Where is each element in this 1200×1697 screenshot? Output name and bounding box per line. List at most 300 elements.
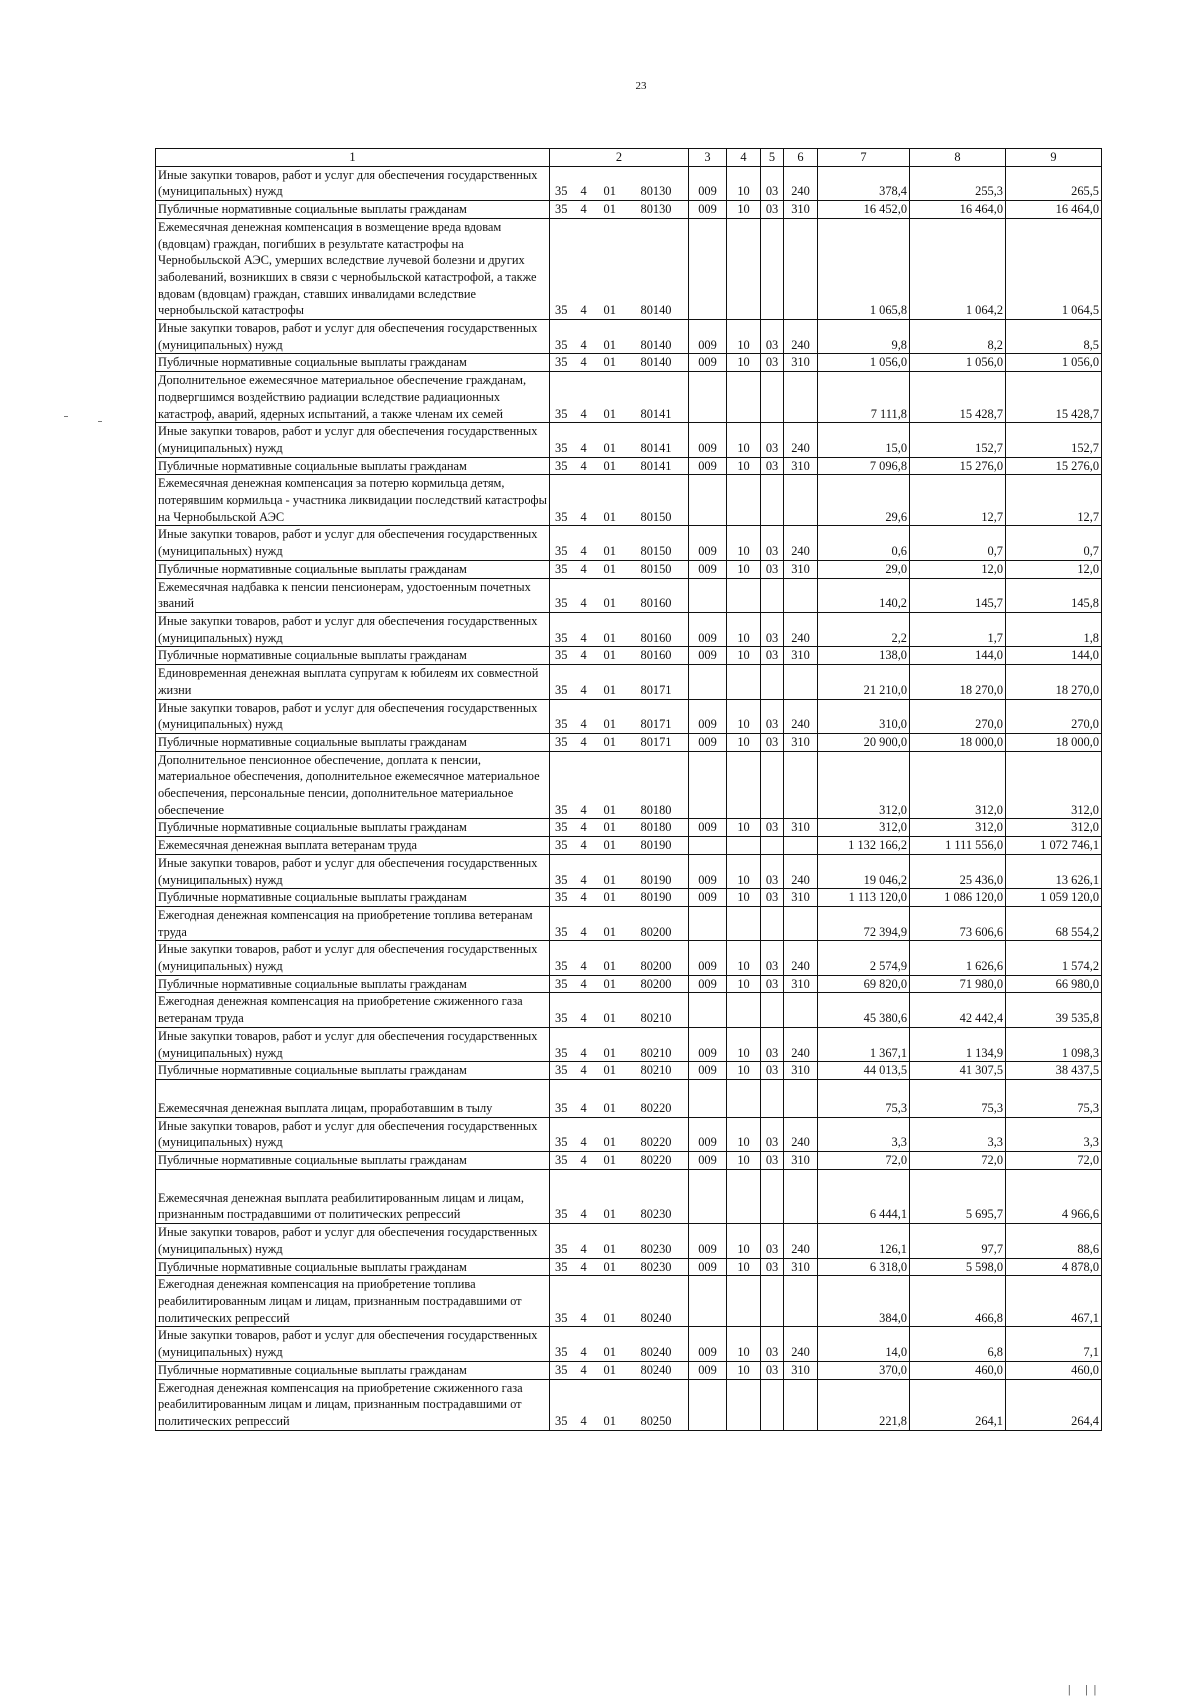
table-row xyxy=(156,889,1102,907)
row-name: Публичные нормативные социальные выплаты гражданам xyxy=(156,975,550,993)
code-part-3: 01 xyxy=(603,1152,640,1170)
col-4 xyxy=(727,1079,761,1117)
code-part-3: 01 xyxy=(603,423,640,457)
col-3: 009 xyxy=(689,1224,727,1258)
value-col-9: 4 966,6 xyxy=(1006,1169,1102,1223)
table-header xyxy=(156,149,1102,167)
value-col-8: 1 056,0 xyxy=(910,354,1006,372)
code-part-1: 35 xyxy=(550,1117,580,1151)
value-col-9: 13 626,1 xyxy=(1006,854,1102,888)
value-col-9: 88,6 xyxy=(1006,1224,1102,1258)
row-name: Публичные нормативные социальные выплаты гражданам xyxy=(156,733,550,751)
table-row xyxy=(156,1361,1102,1379)
code-part-2: 4 xyxy=(580,837,603,855)
col-4 xyxy=(727,993,761,1027)
col-4: 10 xyxy=(727,699,761,733)
code-part-2: 4 xyxy=(580,941,603,975)
col-5: 03 xyxy=(761,612,784,646)
value-col-7: 310,0 xyxy=(818,699,910,733)
code-part-1: 35 xyxy=(550,354,580,372)
value-col-9: 1 072 746,1 xyxy=(1006,837,1102,855)
value-col-9: 7,1 xyxy=(1006,1327,1102,1361)
code-part-2: 4 xyxy=(580,975,603,993)
code-part-2: 4 xyxy=(580,1062,603,1080)
col-4: 10 xyxy=(727,854,761,888)
code-part-2: 4 xyxy=(580,665,603,699)
code-part-4: 80150 xyxy=(640,475,689,526)
col-6: 240 xyxy=(784,1327,818,1361)
col-4: 10 xyxy=(727,819,761,837)
table-row xyxy=(156,1169,1102,1223)
code-part-3: 01 xyxy=(603,201,640,219)
code-part-1: 35 xyxy=(550,218,580,319)
col-6 xyxy=(784,665,818,699)
table-row xyxy=(156,906,1102,940)
table-row xyxy=(156,218,1102,319)
code-part-4: 80240 xyxy=(640,1276,689,1327)
value-col-9: 15 428,7 xyxy=(1006,372,1102,423)
value-col-7: 0,6 xyxy=(818,526,910,560)
value-col-7: 1 065,8 xyxy=(818,218,910,319)
code-part-4: 80200 xyxy=(640,906,689,940)
code-part-1: 35 xyxy=(550,201,580,219)
value-col-9: 8,5 xyxy=(1006,320,1102,354)
col-5: 03 xyxy=(761,201,784,219)
row-name: Иные закупки товаров, работ и услуг для обеспечения государственных (муниципальных) нужд xyxy=(156,1117,550,1151)
table-row xyxy=(156,1258,1102,1276)
code-part-1: 35 xyxy=(550,906,580,940)
row-name: Иные закупки товаров, работ и услуг для обеспечения государственных (муниципальных) нужд xyxy=(156,941,550,975)
code-part-1: 35 xyxy=(550,647,580,665)
code-part-3: 01 xyxy=(603,941,640,975)
code-part-3: 01 xyxy=(603,320,640,354)
value-col-8: 3,3 xyxy=(910,1117,1006,1151)
value-col-8: 1 064,2 xyxy=(910,218,1006,319)
col-4 xyxy=(727,1379,761,1430)
value-col-9: 145,8 xyxy=(1006,578,1102,612)
col-5: 03 xyxy=(761,560,784,578)
margin-dot xyxy=(64,416,68,417)
value-col-8: 1 134,9 xyxy=(910,1027,1006,1061)
col-3: 009 xyxy=(689,1361,727,1379)
row-name: Иные закупки товаров, работ и услуг для обеспечения государственных (муниципальных) нужд xyxy=(156,699,550,733)
col-4: 10 xyxy=(727,1258,761,1276)
code-part-2: 4 xyxy=(580,166,603,200)
header-cell: 2 xyxy=(550,149,689,167)
code-part-4: 80210 xyxy=(640,993,689,1027)
col-6 xyxy=(784,993,818,1027)
code-part-1: 35 xyxy=(550,1169,580,1223)
code-part-3: 01 xyxy=(603,1327,640,1361)
value-col-8: 73 606,6 xyxy=(910,906,1006,940)
code-part-3: 01 xyxy=(603,1079,640,1117)
code-part-3: 01 xyxy=(603,1027,640,1061)
code-part-4: 80250 xyxy=(640,1379,689,1430)
col-4 xyxy=(727,906,761,940)
value-col-7: 14,0 xyxy=(818,1327,910,1361)
col-6: 240 xyxy=(784,854,818,888)
col-6 xyxy=(784,751,818,819)
col-5: 03 xyxy=(761,1062,784,1080)
col-6: 310 xyxy=(784,201,818,219)
value-col-8: 1 111 556,0 xyxy=(910,837,1006,855)
code-part-1: 35 xyxy=(550,854,580,888)
code-part-1: 35 xyxy=(550,1152,580,1170)
value-col-9: 1 056,0 xyxy=(1006,354,1102,372)
table-row xyxy=(156,526,1102,560)
value-col-8: 75,3 xyxy=(910,1079,1006,1117)
code-part-2: 4 xyxy=(580,475,603,526)
table-row xyxy=(156,423,1102,457)
col-3: 009 xyxy=(689,201,727,219)
code-part-1: 35 xyxy=(550,1258,580,1276)
code-part-3: 01 xyxy=(603,578,640,612)
row-name: Иные закупки товаров, работ и услуг для обеспечения государственных (муниципальных) нужд xyxy=(156,526,550,560)
value-col-7: 69 820,0 xyxy=(818,975,910,993)
value-col-8: 255,3 xyxy=(910,166,1006,200)
value-col-9: 68 554,2 xyxy=(1006,906,1102,940)
value-col-9: 265,5 xyxy=(1006,166,1102,200)
col-4: 10 xyxy=(727,354,761,372)
value-col-8: 97,7 xyxy=(910,1224,1006,1258)
col-4: 10 xyxy=(727,889,761,907)
code-part-4: 80200 xyxy=(640,975,689,993)
code-part-4: 80230 xyxy=(640,1169,689,1223)
col-4: 10 xyxy=(727,166,761,200)
table-row xyxy=(156,993,1102,1027)
col-4 xyxy=(727,1276,761,1327)
code-part-1: 35 xyxy=(550,423,580,457)
row-name: Публичные нормативные социальные выплаты гражданам xyxy=(156,1361,550,1379)
col-5 xyxy=(761,1276,784,1327)
col-6: 310 xyxy=(784,647,818,665)
table-row xyxy=(156,941,1102,975)
table-row xyxy=(156,975,1102,993)
value-col-7: 370,0 xyxy=(818,1361,910,1379)
row-name: Публичные нормативные социальные выплаты гражданам xyxy=(156,647,550,665)
table-row xyxy=(156,1152,1102,1170)
col-3: 009 xyxy=(689,1258,727,1276)
value-col-9: 66 980,0 xyxy=(1006,975,1102,993)
code-part-1: 35 xyxy=(550,475,580,526)
value-col-9: 460,0 xyxy=(1006,1361,1102,1379)
table-row xyxy=(156,1027,1102,1061)
col-6: 240 xyxy=(784,941,818,975)
col-3: 009 xyxy=(689,1027,727,1061)
value-col-7: 6 444,1 xyxy=(818,1169,910,1223)
col-3: 009 xyxy=(689,941,727,975)
col-4 xyxy=(727,1169,761,1223)
code-part-3: 01 xyxy=(603,906,640,940)
code-part-2: 4 xyxy=(580,1224,603,1258)
code-part-2: 4 xyxy=(580,906,603,940)
table-row xyxy=(156,201,1102,219)
value-col-8: 0,7 xyxy=(910,526,1006,560)
code-part-1: 35 xyxy=(550,993,580,1027)
code-part-2: 4 xyxy=(580,526,603,560)
value-col-7: 16 452,0 xyxy=(818,201,910,219)
code-part-1: 35 xyxy=(550,457,580,475)
table-row xyxy=(156,475,1102,526)
col-5: 03 xyxy=(761,320,784,354)
value-col-9: 4 878,0 xyxy=(1006,1258,1102,1276)
code-part-4: 80220 xyxy=(640,1117,689,1151)
value-col-7: 72 394,9 xyxy=(818,906,910,940)
row-name: Ежемесячная денежная выплата реабилитированным лицам и лицам, признанным пострадавшими от политических репрессий xyxy=(156,1169,550,1223)
col-6: 310 xyxy=(784,975,818,993)
row-name: Ежегодная денежная компенсация на приобретение топлива ветеранам труда xyxy=(156,906,550,940)
code-part-4: 80190 xyxy=(640,837,689,855)
row-name: Иные закупки товаров, работ и услуг для обеспечения государственных (муниципальных) нужд xyxy=(156,1327,550,1361)
table-row xyxy=(156,1379,1102,1430)
col-5 xyxy=(761,372,784,423)
value-col-8: 16 464,0 xyxy=(910,201,1006,219)
value-col-9: 12,7 xyxy=(1006,475,1102,526)
col-5: 03 xyxy=(761,457,784,475)
col-6: 240 xyxy=(784,320,818,354)
code-part-1: 35 xyxy=(550,665,580,699)
value-col-8: 145,7 xyxy=(910,578,1006,612)
col-5 xyxy=(761,578,784,612)
table-row xyxy=(156,354,1102,372)
code-part-3: 01 xyxy=(603,975,640,993)
code-part-4: 80140 xyxy=(640,354,689,372)
row-name: Публичные нормативные социальные выплаты гражданам xyxy=(156,889,550,907)
code-part-1: 35 xyxy=(550,526,580,560)
header-cell: 8 xyxy=(910,149,1006,167)
code-part-2: 4 xyxy=(580,578,603,612)
value-col-8: 264,1 xyxy=(910,1379,1006,1430)
code-part-4: 80190 xyxy=(640,889,689,907)
code-part-4: 80160 xyxy=(640,578,689,612)
value-col-7: 312,0 xyxy=(818,819,910,837)
code-part-4: 80190 xyxy=(640,854,689,888)
header-cell: 9 xyxy=(1006,149,1102,167)
col-4: 10 xyxy=(727,201,761,219)
row-name: Иные закупки товаров, работ и услуг для обеспечения государственных (муниципальных) нужд xyxy=(156,1224,550,1258)
code-part-2: 4 xyxy=(580,201,603,219)
row-name: Публичные нормативные социальные выплаты гражданам xyxy=(156,1258,550,1276)
row-name: Ежемесячная денежная компенсация в возмещение вреда вдовам (вдовцам) граждан, погибших в результате катастрофы на Чернобыльской АЭС, умерших вследствие лучевой болезни и других заболеваний, возникших в связи с чернобыльской катастрофой, а также вдовам (вдовцам) граждан, ставших инвалидами вследствие чернобыльской катастрофы xyxy=(156,218,550,319)
col-5: 03 xyxy=(761,166,784,200)
table-row xyxy=(156,560,1102,578)
value-col-7: 20 900,0 xyxy=(818,733,910,751)
col-6: 310 xyxy=(784,889,818,907)
col-4: 10 xyxy=(727,1152,761,1170)
col-3: 009 xyxy=(689,1327,727,1361)
col-6: 240 xyxy=(784,1224,818,1258)
col-6 xyxy=(784,1079,818,1117)
col-3 xyxy=(689,372,727,423)
value-col-7: 384,0 xyxy=(818,1276,910,1327)
code-part-3: 01 xyxy=(603,1062,640,1080)
col-3 xyxy=(689,751,727,819)
code-part-4: 80180 xyxy=(640,751,689,819)
row-name: Публичные нормативные социальные выплаты гражданам xyxy=(156,1152,550,1170)
col-6: 310 xyxy=(784,819,818,837)
col-3: 009 xyxy=(689,854,727,888)
col-4: 10 xyxy=(727,975,761,993)
code-part-4: 80240 xyxy=(640,1361,689,1379)
code-part-1: 35 xyxy=(550,320,580,354)
value-col-7: 1 056,0 xyxy=(818,354,910,372)
code-part-3: 01 xyxy=(603,560,640,578)
code-part-2: 4 xyxy=(580,218,603,319)
value-col-8: 18 000,0 xyxy=(910,733,1006,751)
col-6: 310 xyxy=(784,1361,818,1379)
code-part-2: 4 xyxy=(580,889,603,907)
value-col-8: 42 442,4 xyxy=(910,993,1006,1027)
value-col-8: 72,0 xyxy=(910,1152,1006,1170)
code-part-3: 01 xyxy=(603,354,640,372)
code-part-1: 35 xyxy=(550,837,580,855)
value-col-7: 7 096,8 xyxy=(818,457,910,475)
col-5 xyxy=(761,1079,784,1117)
code-part-2: 4 xyxy=(580,423,603,457)
value-col-7: 126,1 xyxy=(818,1224,910,1258)
col-4: 10 xyxy=(727,526,761,560)
row-name: Ежегодная денежная компенсация на приобретение топлива реабилитированным лицам и лицам, признанным пострадавшими от политических репрессий xyxy=(156,1276,550,1327)
row-name: Ежегодная денежная компенсация на приобретение сжиженного газа реабилитированным лицам и лицам, признанным пострадавшими от политических репрессий xyxy=(156,1379,550,1430)
col-6: 310 xyxy=(784,1258,818,1276)
col-5: 03 xyxy=(761,423,784,457)
col-6: 310 xyxy=(784,457,818,475)
col-6: 310 xyxy=(784,354,818,372)
table-row xyxy=(156,1327,1102,1361)
code-part-4: 80140 xyxy=(640,218,689,319)
col-4: 10 xyxy=(727,457,761,475)
value-col-7: 75,3 xyxy=(818,1079,910,1117)
header-cell: 6 xyxy=(784,149,818,167)
col-5 xyxy=(761,993,784,1027)
col-3: 009 xyxy=(689,612,727,646)
value-col-8: 5 695,7 xyxy=(910,1169,1006,1223)
value-col-9: 12,0 xyxy=(1006,560,1102,578)
col-6 xyxy=(784,578,818,612)
code-part-3: 01 xyxy=(603,1224,640,1258)
value-col-9: 270,0 xyxy=(1006,699,1102,733)
code-part-2: 4 xyxy=(580,733,603,751)
code-part-1: 35 xyxy=(550,975,580,993)
row-name: Иные закупки товаров, работ и услуг для обеспечения государственных (муниципальных) нужд xyxy=(156,166,550,200)
code-part-4: 80230 xyxy=(640,1258,689,1276)
col-6: 310 xyxy=(784,560,818,578)
col-3: 009 xyxy=(689,819,727,837)
col-5: 03 xyxy=(761,941,784,975)
col-5 xyxy=(761,1169,784,1223)
code-part-2: 4 xyxy=(580,993,603,1027)
row-name: Ежемесячная денежная компенсация за потерю кормильца детям, потерявшим кормильца - участника ликвидации последствий катастрофы на Чернобыльской АЭС xyxy=(156,475,550,526)
col-5: 03 xyxy=(761,699,784,733)
value-col-7: 15,0 xyxy=(818,423,910,457)
value-col-9: 467,1 xyxy=(1006,1276,1102,1327)
col-3: 009 xyxy=(689,320,727,354)
col-3 xyxy=(689,906,727,940)
col-5: 03 xyxy=(761,1117,784,1151)
code-part-3: 01 xyxy=(603,993,640,1027)
code-part-4: 80130 xyxy=(640,201,689,219)
code-part-3: 01 xyxy=(603,612,640,646)
code-part-1: 35 xyxy=(550,1079,580,1117)
margin-mark: | || xyxy=(1068,1682,1103,1696)
value-col-9: 75,3 xyxy=(1006,1079,1102,1117)
table-row xyxy=(156,819,1102,837)
col-3: 009 xyxy=(689,560,727,578)
code-part-1: 35 xyxy=(550,889,580,907)
col-3: 009 xyxy=(689,1117,727,1151)
code-part-4: 80230 xyxy=(640,1224,689,1258)
code-part-2: 4 xyxy=(580,1361,603,1379)
col-4 xyxy=(727,475,761,526)
value-col-7: 29,6 xyxy=(818,475,910,526)
row-name: Единовременная денежная выплата супругам к юбилеям их совместной жизни xyxy=(156,665,550,699)
col-3: 009 xyxy=(689,423,727,457)
value-col-9: 152,7 xyxy=(1006,423,1102,457)
code-part-4: 80171 xyxy=(640,699,689,733)
row-name: Иные закупки товаров, работ и услуг для обеспечения государственных (муниципальных) нужд xyxy=(156,320,550,354)
col-3: 009 xyxy=(689,1152,727,1170)
value-col-7: 1 367,1 xyxy=(818,1027,910,1061)
col-4 xyxy=(727,665,761,699)
code-part-4: 80240 xyxy=(640,1327,689,1361)
code-part-1: 35 xyxy=(550,612,580,646)
value-col-7: 9,8 xyxy=(818,320,910,354)
col-5: 03 xyxy=(761,1152,784,1170)
row-name: Публичные нормативные социальные выплаты гражданам xyxy=(156,560,550,578)
code-part-3: 01 xyxy=(603,1276,640,1327)
code-part-3: 01 xyxy=(603,218,640,319)
code-part-1: 35 xyxy=(550,578,580,612)
row-name: Публичные нормативные социальные выплаты гражданам xyxy=(156,201,550,219)
code-part-3: 01 xyxy=(603,372,640,423)
table-row xyxy=(156,1062,1102,1080)
col-4 xyxy=(727,751,761,819)
code-part-3: 01 xyxy=(603,526,640,560)
table-row xyxy=(156,1224,1102,1258)
col-6: 240 xyxy=(784,423,818,457)
value-col-7: 44 013,5 xyxy=(818,1062,910,1080)
value-col-7: 1 132 166,2 xyxy=(818,837,910,855)
col-5: 03 xyxy=(761,975,784,993)
col-3: 009 xyxy=(689,699,727,733)
col-5: 03 xyxy=(761,1258,784,1276)
value-col-9: 144,0 xyxy=(1006,647,1102,665)
value-col-8: 1,7 xyxy=(910,612,1006,646)
code-part-4: 80171 xyxy=(640,733,689,751)
code-part-4: 80160 xyxy=(640,612,689,646)
margin-dot xyxy=(98,421,102,422)
row-name: Ежемесячная денежная выплата лицам, проработавшим в тылу xyxy=(156,1079,550,1117)
code-part-1: 35 xyxy=(550,166,580,200)
value-col-7: 378,4 xyxy=(818,166,910,200)
code-part-3: 01 xyxy=(603,1258,640,1276)
code-part-1: 35 xyxy=(550,1224,580,1258)
value-col-9: 1 574,2 xyxy=(1006,941,1102,975)
col-5: 03 xyxy=(761,647,784,665)
col-3 xyxy=(689,578,727,612)
code-part-4: 80141 xyxy=(640,372,689,423)
value-col-8: 466,8 xyxy=(910,1276,1006,1327)
code-part-4: 80210 xyxy=(640,1062,689,1080)
row-name: Публичные нормативные социальные выплаты гражданам xyxy=(156,819,550,837)
code-part-4: 80220 xyxy=(640,1079,689,1117)
col-6 xyxy=(784,372,818,423)
table-row xyxy=(156,665,1102,699)
code-part-3: 01 xyxy=(603,751,640,819)
col-6 xyxy=(784,218,818,319)
value-col-7: 19 046,2 xyxy=(818,854,910,888)
value-col-7: 221,8 xyxy=(818,1379,910,1430)
